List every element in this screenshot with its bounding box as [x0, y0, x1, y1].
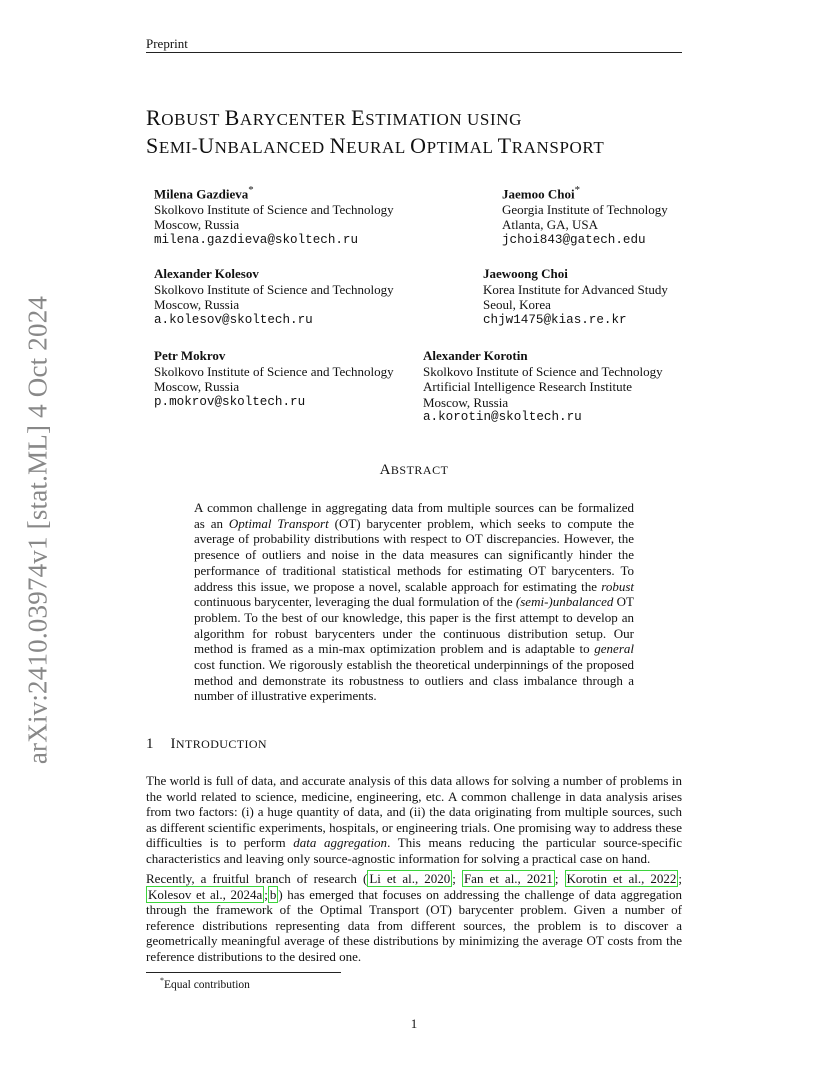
- author-affiliation-2: Artificial Intelligence Research Institute: [423, 379, 632, 394]
- arxiv-side-identifier: arXiv:2410.03974v1 [stat.ML] 4 Oct 2024: [22, 295, 53, 765]
- author-email: a.kolesov@skoltech.ru: [154, 312, 313, 327]
- footnote: *Equal contribution: [160, 976, 250, 991]
- paper-title-line-1: ROBUST BARYCENTER ESTIMATION USING: [146, 105, 523, 130]
- section-heading-introduction: 1 INTRODUCTION: [146, 736, 267, 752]
- intro-paragraph-2: Recently, a fruitful branch of research ( Li et al., 2020 ; Fan et al., 2021 ; Korotin et al., 2022 ; Kolesov et al., 2024a ; b ) has emerged that focuses on addressing the challenge of data aggregation through the framework of the Optimal Transport (OT) barycenter problem. Given a number of reference distributions representing data from different sources, the problem is to discover a geometrically meaningful average of these distributions by minimizing the average OT costs from the reference distributions to the desired one.: [146, 871, 682, 964]
- author-email: milena.gazdieva@skoltech.ru: [154, 232, 359, 247]
- abstract-text: A common challenge in aggregating data from multiple sources can be formalized as an Optimal Transport (OT) barycenter problem, which seeks to compute the average of probability distributions with respect to OT discrepancies. However, the presence of outliers and noise in the data measures can significantly hinder the performance of traditional statistical methods for estimating OT barycenters. To address this issue, we propose a novel, scalable approach for estimating the robust continuous barycenter, leveraging the dual formulation of the (semi-)unbalanced OT problem. To the best of our knowledge, this paper is the first attempt to develop an algorithm for robust barycenters under the continuous distribution setup. Our method is framed as a min-max optimization problem and is adaptable to general cost function. We rigorously establish the theoretical underpinnings of the proposed method and demonstrate its robustness to outliers and class imbalance through a number of illustrative experiments.: [194, 500, 634, 704]
- author-affiliation: Skolkovo Institute of Science and Technology: [423, 363, 663, 379]
- running-header: Preprint: [146, 36, 188, 51]
- author-email: chjw1475@kias.re.kr: [483, 312, 627, 327]
- equal-contribution-mark: *: [248, 184, 254, 196]
- citation-link[interactable]: Kolesov et al., 2024a: [148, 886, 263, 902]
- author-name: Jaewoong Choi: [483, 266, 568, 281]
- author-block-1: [154, 183, 394, 248]
- intro-paragraph-1: The world is full of data, and accurate analysis of this data allows for solving a number of problems in the world related to science, medicine, engineering, etc. A common challenge in data analysis arises from two factors: (i) a huge quantity of data, and (ii) the data originating from multiple sources, such as different scientific experiments, hospitals, or engineering trials. One promising way to address these difficulties is to perform data aggregation. This means reducing the particular source-specific characteristics and leaving only source-agnostic information for solving a practical case on hand.: [146, 773, 683, 866]
- author-affiliation: Korea Institute for Advanced Study: [483, 281, 668, 297]
- equal-contribution-mark: *: [574, 184, 581, 196]
- citation-link[interactable]: Fan et al., 2021: [463, 871, 553, 886]
- author-email: p.mokrov@skoltech.ru: [154, 394, 306, 409]
- author-location: Moscow, Russia: [154, 379, 240, 394]
- author-location: Moscow, Russia: [423, 394, 509, 410]
- author-location: Moscow, Russia: [154, 297, 240, 312]
- author-block-3: [154, 266, 394, 328]
- footnote-rule: [146, 972, 341, 973]
- author-name: Alexander Kolesov: [154, 266, 259, 281]
- author-email: jchoi843@gatech.edu: [502, 232, 646, 247]
- author-block-4: [483, 266, 668, 328]
- author-affiliation: Georgia Institute of Technology: [502, 201, 668, 217]
- author-name: Alexander Korotin: [423, 348, 528, 363]
- author-location: Seoul, Korea: [483, 297, 551, 312]
- author-affiliation: Skolkovo Institute of Science and Technology: [154, 363, 394, 379]
- abstract-heading: ABSTRACT: [379, 462, 449, 478]
- author-affiliation: Skolkovo Institute of Science and Technology: [154, 281, 394, 297]
- page-number: 1: [410, 1016, 418, 1031]
- header-rule: [146, 52, 682, 53]
- author-block-2: [502, 183, 668, 248]
- author-email: a.korotin@skoltech.ru: [423, 410, 582, 424]
- author-affiliation: Skolkovo Institute of Science and Technology: [154, 201, 394, 217]
- author-name: Petr Mokrov: [154, 348, 226, 363]
- paper-title-line-2: SEMI-UNBALANCED NEURAL OPTIMAL TRANSPORT: [146, 133, 605, 158]
- author-block-5: [154, 348, 394, 410]
- author-name: Jaemoo Choi: [502, 186, 575, 202]
- citation-link[interactable]: b: [269, 886, 277, 902]
- author-block-6: [423, 348, 663, 426]
- citation-link[interactable]: Li et al., 2020: [369, 871, 451, 886]
- author-name: Milena Gazdieva: [154, 186, 249, 202]
- author-location: Moscow, Russia: [154, 217, 240, 233]
- author-location: Atlanta, GA, USA: [502, 217, 599, 233]
- citation-link[interactable]: Korotin et al., 2022: [566, 871, 677, 886]
